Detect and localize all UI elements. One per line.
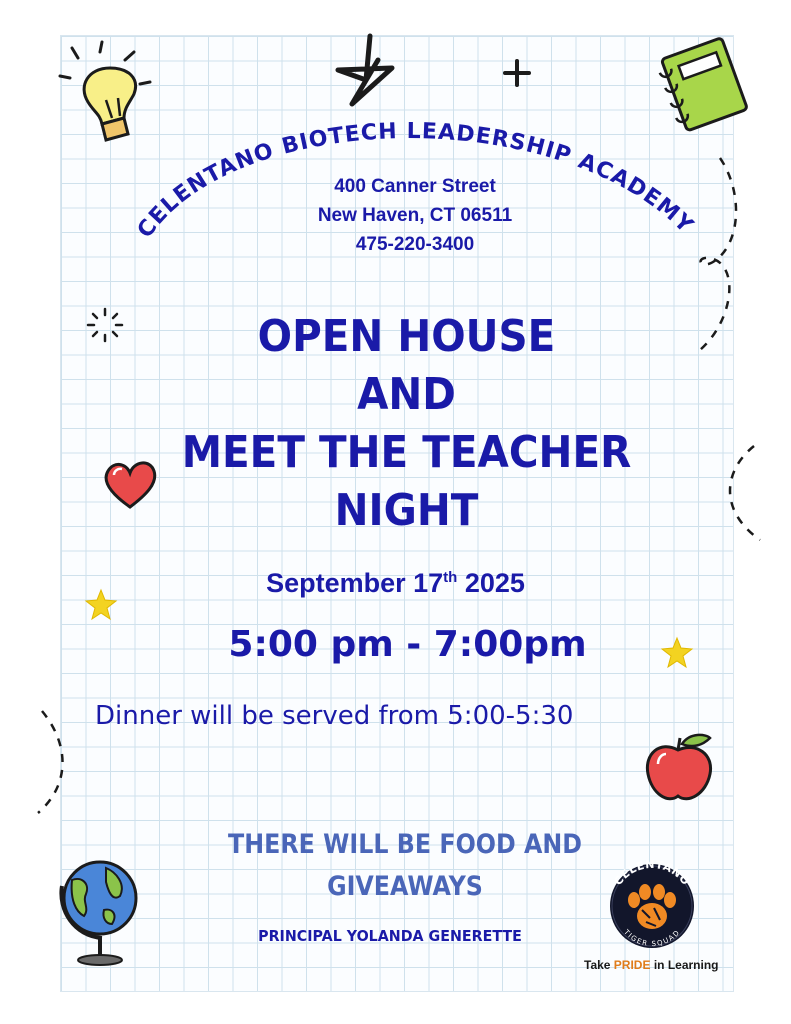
logo-top-text: CELENTANO xyxy=(611,858,693,888)
logo-tagline: Take PRIDE in Learning xyxy=(584,958,719,972)
date-main: September 17 xyxy=(266,568,444,598)
event-title xyxy=(0,308,791,540)
title-line-3: MEET THE TEACHER xyxy=(181,427,632,478)
date-suffix: th xyxy=(443,569,458,586)
city-address: New Haven, CT 06511 xyxy=(317,205,513,226)
school-name: CELENTANO BIOTECH LEADERSHIP ACADEMY xyxy=(132,119,699,243)
event-time: 5:00 pm - 7:00pm xyxy=(228,624,587,665)
title-line-1: OPEN HOUSE xyxy=(257,311,556,362)
globe-icon xyxy=(50,850,150,970)
logo-bottom-text: TIGER SQUAD xyxy=(622,928,682,949)
apple-icon xyxy=(640,730,720,810)
phone-number: 475-220-3400 xyxy=(355,234,475,255)
food-line-2: GIVEAWAYS xyxy=(327,871,483,902)
address-block xyxy=(215,172,615,259)
dashed-arc-decoration xyxy=(30,705,80,820)
food-note xyxy=(200,824,610,908)
principal-name: PRINCIPAL YOLANDA GENERETTE xyxy=(258,927,522,945)
street-address: 400 Canner Street xyxy=(334,176,496,197)
title-line-4: NIGHT xyxy=(334,485,479,536)
event-date xyxy=(0,568,791,599)
logo-emblem xyxy=(588,858,718,950)
dinner-note: Dinner will be served from 5:00-5:30 xyxy=(95,701,574,731)
tiger-squad-logo xyxy=(584,858,719,978)
title-line-2: AND xyxy=(357,369,456,420)
food-line-1: THERE WILL BE FOOD AND xyxy=(228,829,582,860)
date-year: 2025 xyxy=(457,568,525,598)
